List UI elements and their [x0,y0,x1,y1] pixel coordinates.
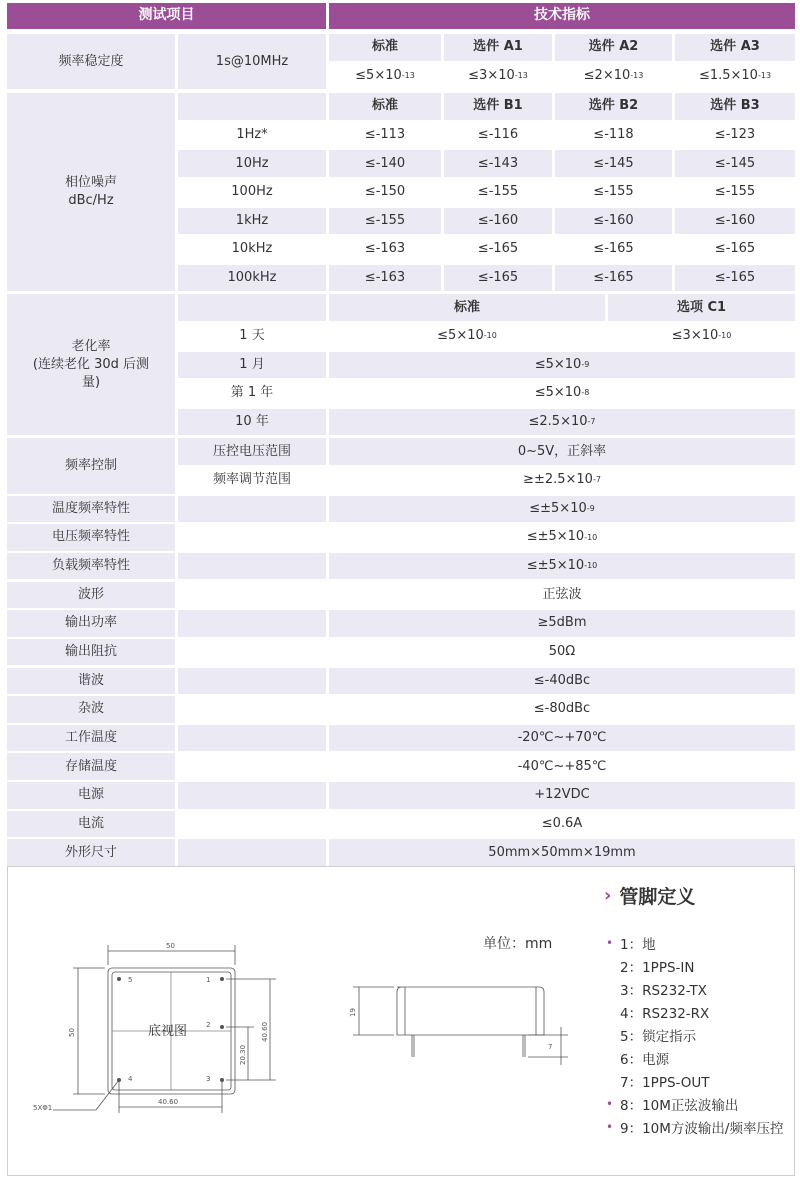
phase-noise-value [444,208,552,235]
pin-item [606,954,783,977]
phase-noise-value-text: ≤-163 [364,241,406,257]
phase-noise-value [444,122,552,149]
dim-bottom-4060: 40.60 [158,1098,179,1106]
spec-value [329,610,795,637]
aging-period-text: 1 月 [239,356,265,372]
freq-value: ≤5×10 -13 [329,63,441,90]
phase-noise-value [329,208,441,235]
phase-noise-value [555,208,672,235]
phase-noise-value-text: ≤-118 [593,127,634,142]
phase-noise-value [444,265,552,292]
spec-value-text: ≤0.6A [541,815,583,831]
pin-number-1: 1 [206,976,211,984]
phase-noise-value-text: ≤-143 [477,155,519,171]
freq-control-value-text: ≥±2.5×10 [523,472,593,488]
phase-noise-label [7,93,175,291]
phase-noise-value-text: ≤-160 [593,212,634,228]
phase-noise-value-text: ≤-165 [593,241,634,257]
spec-value [329,639,795,666]
aging-period-text: 第 1 年 [230,385,274,401]
aging-period-text: 10 年 [235,414,269,429]
spec-label [7,496,175,523]
freq-option-text: 选件 A3 [710,39,760,55]
phase-noise-value [329,179,441,206]
spec-label [7,524,175,551]
spec-label [7,839,175,866]
phase-noise-option [444,93,552,120]
phase-noise-value-text: ≤-140 [364,155,406,171]
dim-left-50: 50 [68,1028,76,1037]
spec-label [7,725,175,752]
spec-value-text: ≤-80dBc [533,701,591,717]
pin-item-text: 9：10M方波输出/频率压控 [620,1120,784,1137]
spec-label [7,582,175,609]
phase-noise-value [675,122,795,149]
aging-value-c1: ≤3×10 -10 [608,323,795,350]
aging-value: ≤5×10 -8 [329,380,795,407]
pin-number-5: 5 [128,976,133,984]
spec-label-text: 温度频率特性 [51,500,130,516]
phase-noise-label-1: 相位噪声 [64,175,117,191]
drawing-panel [7,866,795,1176]
phase-noise-value-text: ≤-123 [714,127,756,142]
header-specs [329,3,795,29]
phase-noise-value-text: ≤-145 [714,155,756,171]
freq-option-text: 选件 A2 [588,39,639,55]
phase-noise-value-text: ≤-165 [714,241,756,257]
pin-item [606,931,783,954]
pin-item-text: 6：电源 [620,1051,670,1068]
phase-noise-option [329,93,441,120]
spec-label-text: 工作温度 [64,730,117,745]
header-test-items [7,3,326,29]
phase-noise-option [675,93,795,120]
freq-control-value: ≥±2.5×10 -7 [329,467,795,494]
spec-value-text: ≤-40dBc [533,672,591,688]
spec-label-text: 外形尺寸 [64,844,117,860]
pin-item-text: 2：1PPS-IN [620,959,695,976]
freq-option [675,34,795,61]
phase-noise-value-text: ≤-155 [364,212,406,228]
spec-value-text: ≤±5×10 [526,529,585,545]
aging-option-std-text: 标准 [453,299,480,315]
pin-number-2: 2 [206,1021,211,1029]
freq-control-label-text: 频率控制 [64,457,117,473]
freq-value-text: ≤2×10 [583,67,631,83]
pin-number-4: 4 [128,1075,133,1083]
spec-value [329,668,795,695]
aging-period-text: 1 天 [239,328,265,344]
spec-label-text: 输出阻抗 [64,644,117,660]
phase-noise-value-text: ≤-145 [593,155,634,171]
phase-noise-value-text: ≤-165 [477,241,519,257]
header-test-items-text: 测试项目 [138,7,195,24]
dim-hole: 5XΦ1 [33,1104,53,1112]
aging-option-c1-text: 选项 C1 [676,299,727,315]
spec-blank [178,725,326,752]
spec-value-text: ≤±5×10 [526,558,585,574]
spec-value-text: -20℃~+70℃ [517,730,607,745]
aging-label-2: (连续老化 30d 后测 [32,356,150,372]
phase-noise-freq [178,179,326,206]
spec-label-text: 波形 [77,586,104,602]
freq-stability-label [7,34,175,89]
aging-label-1: 老化率 [71,338,111,354]
freq-option [444,34,552,61]
aging-value: ≤5×10 -10 [329,323,605,350]
unit-label: 单位：mm [483,936,553,952]
phase-noise-freq [178,265,326,292]
spec-blank [178,553,326,580]
phase-noise-value-text: ≤-163 [364,270,406,285]
freq-option [329,34,441,61]
phase-noise-freq-text: 100Hz [231,184,273,200]
pin-item-text: 5：锁定指示 [620,1028,697,1045]
phase-noise-value [329,122,441,149]
phase-noise-freq [178,236,326,263]
phase-noise-value [675,265,795,292]
pin-item-text: 1：地 [620,936,656,953]
phase-noise-freq [178,208,326,235]
phase-noise-value [444,236,552,263]
bullet-icon: • [606,1096,614,1111]
aging-value-text: ≤5×10 [437,328,484,344]
spec-blank [178,639,326,666]
phase-noise-freq-text: 1Hz* [236,127,268,142]
aging-label-3: 量) [81,374,101,390]
spec-value [329,811,795,838]
phase-noise-value-text: ≤-165 [714,270,756,285]
spec-label-text: 存储温度 [64,758,117,774]
freq-control-param [178,467,326,494]
pin-item [606,1046,783,1069]
pin-number-3: 3 [206,1075,211,1083]
chevron-right-icon: › [604,885,612,906]
spec-value [329,839,795,866]
phase-noise-value [675,150,795,177]
aging-option-c1 [608,294,795,321]
freq-stability-condition [178,34,326,89]
spec-label [7,639,175,666]
freq-value: ≤3×10 -13 [444,63,552,90]
aging-value-c1-text: ≤3×10 [671,328,719,344]
spec-value-text: 正弦波 [542,586,582,602]
freq-control-label [7,438,175,493]
phase-noise-freq-text: 10Hz [235,155,269,171]
aging-option-std [329,294,605,321]
pin-item-text: 8：10M正弦波输出 [620,1097,739,1114]
spec-blank [178,496,326,523]
pin-list [606,931,783,1138]
phase-noise-value-text: ≤-113 [364,127,406,142]
aging-value-text: ≤5×10 [534,385,582,401]
phase-noise-freq-text: 1kHz [235,212,269,228]
phase-noise-value-text: ≤-150 [364,184,406,200]
freq-stability-label-text: 频率稳定度 [58,53,124,69]
dim-right-4060: 40.60 [261,1021,269,1042]
phase-noise-label-2: dBc/Hz [68,193,114,209]
dim-top-50: 50 [166,942,175,950]
pin-item [606,1115,783,1138]
spec-blank [178,524,326,551]
bottom-view-label: 底视图 [148,1024,188,1039]
phase-noise-freq-header [178,93,326,120]
spec-blank [178,582,326,609]
phase-noise-value [675,236,795,263]
phase-noise-value [444,150,552,177]
phase-noise-value-text: ≤-155 [477,184,519,200]
spec-label-text: 杂波 [77,701,104,717]
phase-noise-value [329,236,441,263]
aging-label [7,294,175,435]
spec-value: ≤±5×10 -10 [329,553,795,580]
spec-value-text: 50mm×50mm×19mm [488,844,636,860]
spec-label [7,696,175,723]
phase-noise-freq [178,122,326,149]
spec-label [7,668,175,695]
freq-control-param-text: 压控电压范围 [212,443,291,459]
spec-label-text: 负载频率特性 [51,558,130,574]
spec-blank [178,696,326,723]
aging-value-text: ≤2.5×10 [528,414,588,429]
freq-option-text: 标准 [371,39,398,55]
spec-value [329,753,795,780]
freq-control-value-text: 0~5V，正斜率 [517,443,607,459]
freq-control-param-text: 频率调节范围 [212,472,291,488]
spec-label-text: 谐波 [77,672,104,688]
phase-noise-value-text: ≤-165 [477,270,519,285]
phase-noise-value-text: ≤-160 [477,212,519,228]
freq-value-text: ≤5×10 [355,67,402,83]
pin-item [606,1069,783,1092]
bullet-icon: • [606,1119,614,1134]
phase-noise-value [329,150,441,177]
spec-blank [178,811,326,838]
bullet-icon: • [606,935,614,950]
dim-2030: 20.30 [239,1044,247,1065]
freq-value-text: ≤3×10 [468,67,515,83]
freq-control-value [329,438,795,465]
pin-item-text: 4：RS232-RX [620,1005,710,1022]
spec-label [7,553,175,580]
aging-period [178,323,326,350]
freq-option-text: 选件 A1 [473,39,523,55]
phase-noise-freq-text: 10kHz [231,241,273,257]
phase-noise-value [555,236,672,263]
spec-label-text: 电压频率特性 [51,529,130,545]
spec-label [7,610,175,637]
freq-stability-condition-text: 1s@10MHz [215,53,289,69]
spec-blank [178,610,326,637]
phase-noise-freq-text: 100kHz [227,270,277,285]
phase-noise-value [329,265,441,292]
pin-item [606,1023,783,1046]
spec-value [329,782,795,809]
spec-label [7,811,175,838]
spec-label [7,753,175,780]
spec-value: ≤±5×10 -10 [329,524,795,551]
freq-control-param [178,438,326,465]
mechanical-drawing [8,867,588,1167]
spec-value-text: 50Ω [548,644,576,660]
spec-blank [178,753,326,780]
aging-value-text: ≤5×10 [534,356,582,372]
spec-blank [178,839,326,866]
phase-noise-value-text: ≤-160 [714,212,756,228]
pin-item [606,1092,783,1115]
spec-label-text: 输出功率 [64,615,117,631]
phase-noise-option [555,93,672,120]
phase-noise-value [675,208,795,235]
aging-period [178,409,326,436]
pin-definition-title-text: 管脚定义 [619,886,696,908]
spec-value [329,696,795,723]
phase-noise-freq [178,150,326,177]
phase-noise-option-text: 选件 B3 [710,98,760,114]
spec-value: ≤±5×10 -9 [329,496,795,523]
phase-noise-option-text: 选件 B2 [588,98,639,114]
phase-noise-option-text: 选件 B1 [473,98,523,114]
spec-value [329,725,795,752]
spec-label-text: 电源 [77,787,104,803]
dim-height-19: 19 [349,1008,357,1017]
pin-item-text: 3：RS232-TX [620,982,707,999]
spec-value-text: ≤±5×10 [529,500,587,516]
spec-table [7,3,795,859]
phase-noise-value-text: ≤-165 [593,270,634,285]
phase-noise-value [555,150,672,177]
header-specs-text: 技术指标 [534,7,590,24]
phase-noise-value [555,179,672,206]
phase-noise-value [675,179,795,206]
dim-pin-7: 7 [548,1043,553,1051]
spec-value-text: +12VDC [534,787,590,803]
phase-noise-value-text: ≤-155 [593,184,634,200]
aging-period [178,380,326,407]
spec-blank [178,668,326,695]
spec-label-text: 电流 [77,815,104,831]
aging-period-header [178,294,326,321]
spec-value [329,582,795,609]
pin-item [606,1000,783,1023]
spec-value-text: -40℃~+85℃ [517,758,607,774]
freq-option [555,34,672,61]
freq-value: ≤2×10 -13 [555,63,672,90]
phase-noise-value-text: ≤-155 [714,184,756,200]
pin-item [606,977,783,1000]
spec-blank [178,782,326,809]
freq-value: ≤1.5×10 -13 [675,63,795,90]
spec-label [7,782,175,809]
phase-noise-value [555,122,672,149]
aging-value: ≤5×10 -9 [329,352,795,379]
phase-noise-option-text: 标准 [371,98,398,114]
freq-value-text: ≤1.5×10 [698,67,758,83]
spec-value-text: ≥5dBm [537,615,587,631]
pin-item-text: 7：1PPS-OUT [620,1074,710,1091]
phase-noise-value [555,265,672,292]
phase-noise-value [444,179,552,206]
aging-period [178,352,326,379]
phase-noise-value-text: ≤-116 [477,127,519,142]
aging-value: ≤2.5×10 -7 [329,409,795,436]
pin-definition-title [604,882,695,909]
